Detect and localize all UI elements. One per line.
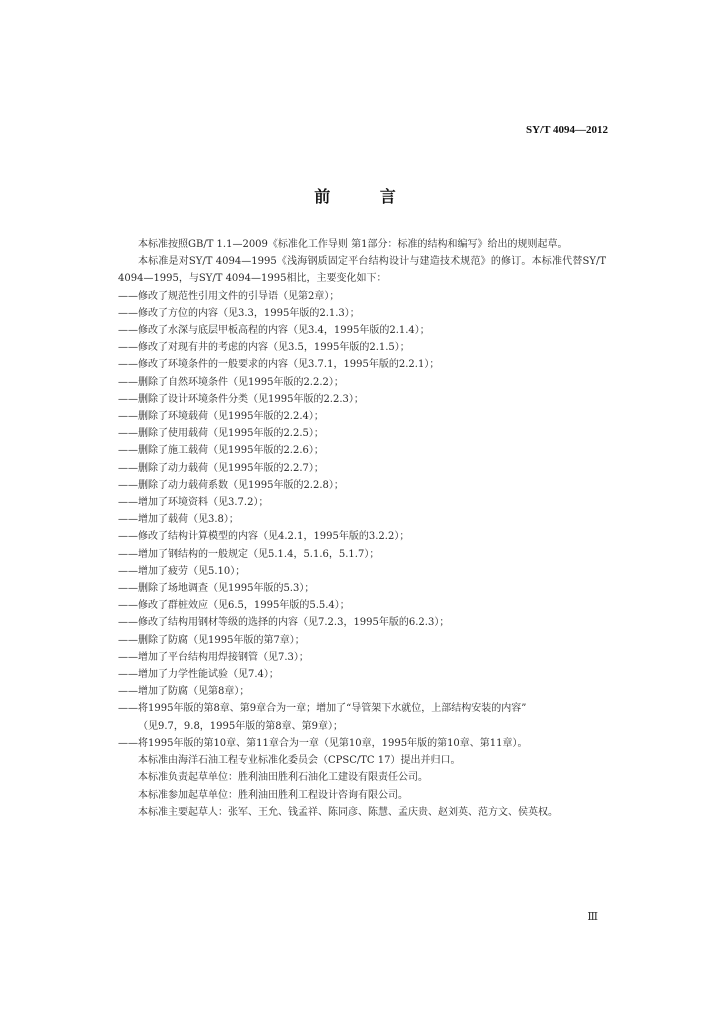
list-item: ——修改了方位的内容（见3.3，1995年版的2.1.3）；: [118, 307, 360, 319]
list-item: ——增加了载荷（见3.8）；: [118, 514, 239, 526]
list-item: ——修改了结构用钢材等级的选择的内容（见7.2.3，1995年版的6.2.3）；: [118, 617, 450, 629]
list-item: ——修改了对现有井的考虑的内容（见3.5，1995年版的2.1.5）；: [118, 342, 410, 354]
changes-list: [118, 288, 606, 752]
list-item: ——增加了力学性能试验（见7.4）；: [118, 669, 279, 681]
list-item: ——删除了自然环境条件（见1995年版的2.2.2）；: [118, 376, 344, 388]
list-item: ——将1995年版的第10章、第11章合为一章（见第10章，1995年版的第10章、第11章）。: [118, 737, 528, 749]
closing-paragraph: 本标准主要起草人：张军、王允、钱孟祥、陈同彦、陈慧、孟庆贵、赵刘英、范方文、侯英权。: [138, 806, 558, 818]
list-item: ——删除了防腐（见1995年版的第7章）；: [118, 634, 305, 646]
list-item: ——修改了环境条件的一般要求的内容（见3.7.1，1995年版的2.2.1）；: [118, 359, 440, 371]
intro-paragraph: 本标准是对SY/T 4094—1995《浅海钢质固定平台结构设计与建造技术规范》的修订。本标准代替SY/T 4094—1995，与SY/T 4094—1995相比，主要变化如下：: [118, 256, 606, 285]
page-title: 前 言: [314, 187, 418, 206]
list-item: ——修改了规范性引用文件的引导语（见第2章）；: [118, 290, 340, 302]
list-item: ——修改了结构计算模型的内容（见4.2.1，1995年版的3.2.2）；: [118, 531, 410, 543]
foreword-body: [118, 236, 606, 821]
list-item: ——增加了环境资料（见3.7.2）；: [118, 497, 269, 509]
intro-paragraph: 本标准按照GB/T 1.1—2009《标准化工作导则 第1部分：标准的结构和编写》给出的规则起草。: [138, 239, 568, 250]
list-item: ——修改了水深与底层甲板高程的内容（见3.4，1995年版的2.1.4）；: [118, 325, 430, 337]
list-item: ——增加了钢结构的一般规定（见5.1.4，5.1.6，5.1.7）；: [118, 548, 380, 560]
list-item: ——删除了使用载荷（见1995年版的2.2.5）；: [118, 428, 324, 440]
list-item: ——删除了设计环境条件分类（见1995年版的2.2.3）；: [118, 393, 364, 405]
list-item-continuation: （见9.7，9.8，1995年版的第8章、第9章）；: [138, 720, 343, 732]
list-item: ——删除了环境载荷（见1995年版的2.2.4）；: [118, 411, 324, 423]
closing-paragraph: 本标准由海洋石油工程专业标准化委员会（CPSC/TC 17）提出并归口。: [138, 755, 461, 767]
list-item: ——增加了平台结构用焊接钢管（见7.3）；: [118, 651, 309, 663]
document-code: SY/T 4094—2012: [525, 124, 608, 136]
list-item: ——修改了群桩效应（见6.5，1995年版的5.5.4）；: [118, 600, 350, 612]
closing-paragraph: 本标准参加起草单位：胜利油田胜利工程设计咨询有限公司。: [138, 789, 408, 801]
list-item: ——将1995年版的第8章、第9章合为一章；增加了“导管架下水就位，上部结构安装的内容”: [118, 703, 527, 715]
list-item: ——删除了场地调查（见1995年版的5.3）；: [118, 583, 315, 595]
closing-paragraph: 本标准负责起草单位：胜利油田胜利石油化工建设有限责任公司。: [138, 772, 428, 784]
list-item: ——删除了动力载荷系数（见1995年版的2.2.8）；: [118, 479, 344, 491]
page-number: Ⅲ: [587, 911, 598, 923]
list-item: ——增加了防腐（见第8章）；: [118, 686, 250, 698]
list-item: ——增加了疲劳（见5.10）；: [118, 565, 246, 577]
list-item: ——删除了动力载荷（见1995年版的2.2.7）；: [118, 462, 324, 474]
list-item: ——删除了施工载荷（见1995年版的2.2.6）；: [118, 445, 324, 457]
